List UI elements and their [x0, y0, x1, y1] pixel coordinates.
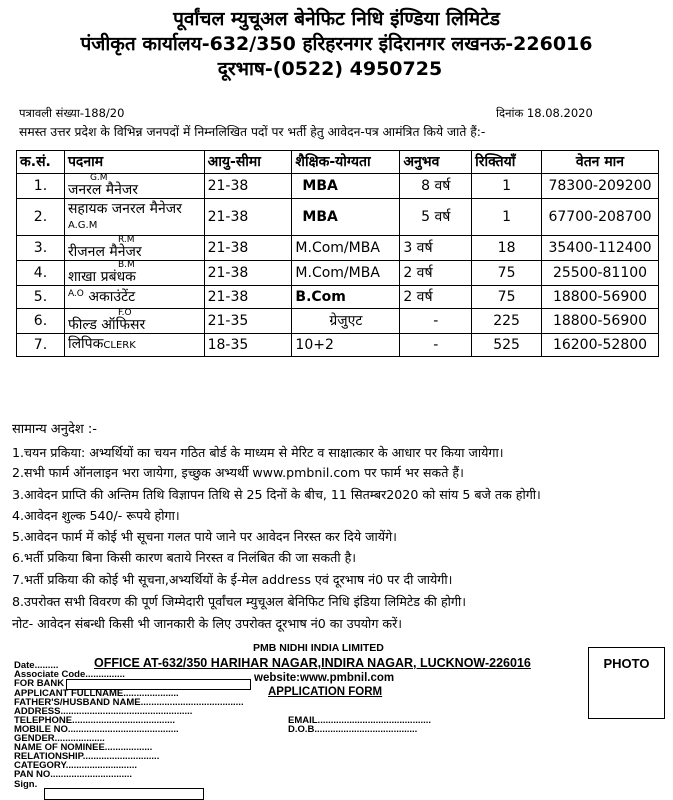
org-name: पूर्वांचल म्युचूअल बेनेफिट निधि इंण्डिया लिमिटेड: [173, 8, 500, 30]
form-company: PMB NIDHI INDIA LIMITED: [253, 642, 384, 654]
cell-sn: 4.: [17, 261, 65, 286]
cell-pay: 35400-112400: [542, 236, 659, 261]
form-father-name[interactable]: FATHER'S/HUSBAND NAME.......................................: [14, 697, 244, 708]
form-sign-label: Sign.: [14, 779, 38, 790]
cell-post: [64, 174, 204, 199]
cell-age: 21-38: [204, 286, 292, 309]
cell-experience: -: [400, 334, 472, 357]
vacancy-table: [16, 150, 659, 357]
table-row: [17, 199, 659, 236]
form-address[interactable]: ADDRESS..................................................: [14, 706, 193, 717]
cell-experience: 5 वर्ष: [400, 199, 472, 236]
cell-sn: 3.: [17, 236, 65, 261]
instruction-item: 6.भर्ती प्रकिया बिना किसी कारण बताये निरस्त व निलंबित की जा सकती है।: [12, 550, 357, 565]
form-website: website:www.pmbnil.com: [254, 672, 395, 684]
cell-post: [64, 309, 204, 334]
cell-sn: 6.: [17, 309, 65, 334]
cell-vacancies: 225: [472, 309, 542, 334]
cell-sn: 7.: [17, 334, 65, 357]
cell-qualification: M.Com/MBA: [292, 236, 400, 261]
post-name: शाखा प्रबंधक: [67, 269, 136, 285]
instruction-item: 8.उपरोक्त सभी विवरण की पूर्ण जिम्मेदारी पूर्वांचल म्युचूअल बेनिफिट निधि इंडिया लिमिटेड की होगी।: [12, 594, 467, 609]
table-row: [17, 286, 659, 309]
cell-age: 21-38: [204, 199, 292, 236]
cell-age: 21-38: [204, 174, 292, 199]
table-row: [17, 236, 659, 261]
instruction-item: 7.भर्ती प्रकिया की कोई भी सूचना,अभ्यर्थियों के ई-मेल address एवं दूरभाष नं0 पर दी जायेगी।: [12, 572, 453, 587]
cell-experience: 3 वर्ष: [400, 236, 472, 261]
cell-experience: 8 वर्ष: [400, 174, 472, 199]
cell-pay: 25500-81100: [542, 261, 659, 286]
org-address: पंजीकृत कार्यालय-632/350 हरिहरनगर इंदिरानगर लखनऊ-226016: [80, 33, 593, 55]
cell-experience: 2 वर्ष: [400, 261, 472, 286]
post-tag: B.M: [117, 260, 135, 270]
cell-post: [64, 236, 204, 261]
instruction-note: नोट- आवेदन संबन्धी किसी भी जानकारी के लिए उपरोक्त दूरभाष नं0 का उपयोग करें।: [12, 616, 403, 631]
form-associate-code[interactable]: Associate Code...............: [14, 669, 125, 680]
table-row: [17, 309, 659, 334]
cell-age: 18-35: [204, 334, 292, 357]
form-mobile[interactable]: MOBILE NO..........................................: [14, 724, 179, 735]
col-header-age: आयु-सीमा: [204, 151, 292, 174]
signature-box[interactable]: [44, 788, 204, 800]
post-tag: G.M: [89, 173, 108, 183]
cell-qualification: M.Com/MBA: [292, 261, 400, 286]
cell-experience: 2 वर्ष: [400, 286, 472, 309]
cell-post: [64, 261, 204, 286]
form-title: APPLICATION FORM: [268, 686, 383, 698]
form-pan[interactable]: PAN NO...............................: [14, 769, 133, 780]
instructions-heading: सामान्य अनुदेश :-: [12, 422, 97, 437]
col-header-sn: क.सं.: [17, 151, 65, 174]
post-tag: R.M: [117, 235, 135, 245]
post-name: जनरल मैनेजर: [67, 182, 139, 198]
table-row: [17, 334, 659, 357]
col-header-vacancies: रिक्तियाँ: [472, 151, 542, 174]
cell-age: 21-35: [204, 309, 292, 334]
cell-experience: -: [400, 309, 472, 334]
instruction-item: 4.आवेदन शुल्क 540/- रूपये होगा।: [12, 508, 180, 523]
form-date[interactable]: Date.........: [14, 660, 59, 671]
form-for-bank: FOR BANK: [14, 678, 65, 689]
form-relationship[interactable]: RELATIONSHIP.............................: [14, 751, 160, 762]
cell-post: [64, 199, 204, 236]
cell-vacancies: 18: [472, 236, 542, 261]
col-header-experience: अनुभव: [400, 151, 472, 174]
form-gender[interactable]: GENDER...................: [14, 733, 105, 744]
cell-qualification: MBA: [292, 174, 400, 199]
cell-sn: 1.: [17, 174, 65, 199]
table-row: [17, 261, 659, 286]
post-name: रीजनल मैनेजर: [67, 244, 142, 260]
cell-pay: 67700-208700: [542, 199, 659, 236]
reference-number: पत्रावली संख्या-188/20: [19, 106, 125, 120]
form-telephone[interactable]: TELEPHONE.......................................: [14, 715, 175, 726]
form-applicant-name[interactable]: APPLICANT FULLNAME.....................: [14, 688, 179, 699]
cell-pay: 18800-56900: [542, 286, 659, 309]
form-category[interactable]: CATEGORY...........................: [14, 760, 137, 771]
cell-post: [64, 286, 204, 309]
cell-sn: 2.: [17, 199, 65, 236]
notice-date: दिनांक 18.08.2020: [496, 106, 593, 120]
form-email[interactable]: EMAIL...........................................: [288, 715, 432, 726]
cell-post: [64, 334, 204, 357]
cell-qualification: ग्रेजुएट: [292, 309, 400, 334]
table-header-row: [17, 151, 659, 174]
intro-text: समस्त उत्तर प्रदेश के विभिन्न जनपदों में निम्नलिखित पदों पर भर्ती हेतु आवेदन-पत्र आमंत्रित किये जाते हैं:-: [19, 125, 486, 139]
instruction-item: 3.आवेदन प्राप्ति की अन्तिम तिथि विज्ञापन तिथि से 25 दिनों के बीच, 11 सितम्बर2020 को सांय 5 बजे तक होगी।: [12, 487, 541, 502]
col-header-qualification: शैक्षिक-योग्यता: [292, 151, 400, 174]
post-tag: A.G.M: [67, 219, 98, 231]
instruction-item: 1.चयन प्रकिया: अभ्यर्थियों का चयन गठित बोर्ड के माध्यम से मेरिट व साक्षात्कार के आधार पर किया जायेगा।: [12, 445, 504, 460]
cell-vacancies: 525: [472, 334, 542, 357]
post-tag: F.O: [117, 308, 132, 318]
cell-pay: 18800-56900: [542, 309, 659, 334]
post-name: फील्ड ऑफिसर: [67, 317, 146, 333]
post-name: लिपिक: [67, 336, 104, 352]
cell-qualification: B.Com: [292, 286, 400, 309]
instruction-item: 5.आवेदन फार्म में कोई भी सूचना गलत पाये जाने पर आवेदन निरस्त कर दिये जायेंगे।: [12, 529, 397, 544]
cell-pay: 78300-209200: [542, 174, 659, 199]
form-nominee[interactable]: NAME OF NOMINEE..................: [14, 742, 153, 753]
cell-vacancies: 1: [472, 199, 542, 236]
cell-sn: 5.: [17, 286, 65, 309]
cell-pay: 16200-52800: [542, 334, 659, 357]
cell-qualification: MBA: [292, 199, 400, 236]
cell-vacancies: 75: [472, 286, 542, 309]
cell-age: 21-38: [204, 236, 292, 261]
post-tag: A.O: [67, 288, 84, 299]
post-name: सहायक जनरल मैनेजर: [67, 200, 182, 217]
post-tag: CLERK: [103, 340, 136, 351]
col-header-post: पदनाम: [64, 151, 204, 174]
org-phone: दूरभाष-(0522) 4950725: [217, 58, 443, 80]
table-row: [17, 174, 659, 199]
cell-qualification: 10+2: [292, 334, 400, 357]
col-header-pay: वेतन मान: [542, 151, 659, 174]
form-office-address: OFFICE AT-632/350 HARIHAR NAGAR,INDIRA NAGAR, LUCKNOW-226016: [94, 656, 531, 670]
cell-vacancies: 75: [472, 261, 542, 286]
instruction-item: 2.सभी फार्म ऑनलाइन भरा जायेगा, इच्छुक अभ्यर्थी www.pmbnil.com पर फार्म भर सकते हैं।: [12, 465, 464, 480]
photo-label: PHOTO: [603, 656, 650, 671]
photo-box[interactable]: [588, 647, 665, 719]
post-name: अकाउंटेंट: [88, 288, 136, 305]
form-dob[interactable]: D.O.B.......................................: [288, 724, 418, 735]
cell-vacancies: 1: [472, 174, 542, 199]
cell-age: 21-38: [204, 261, 292, 286]
